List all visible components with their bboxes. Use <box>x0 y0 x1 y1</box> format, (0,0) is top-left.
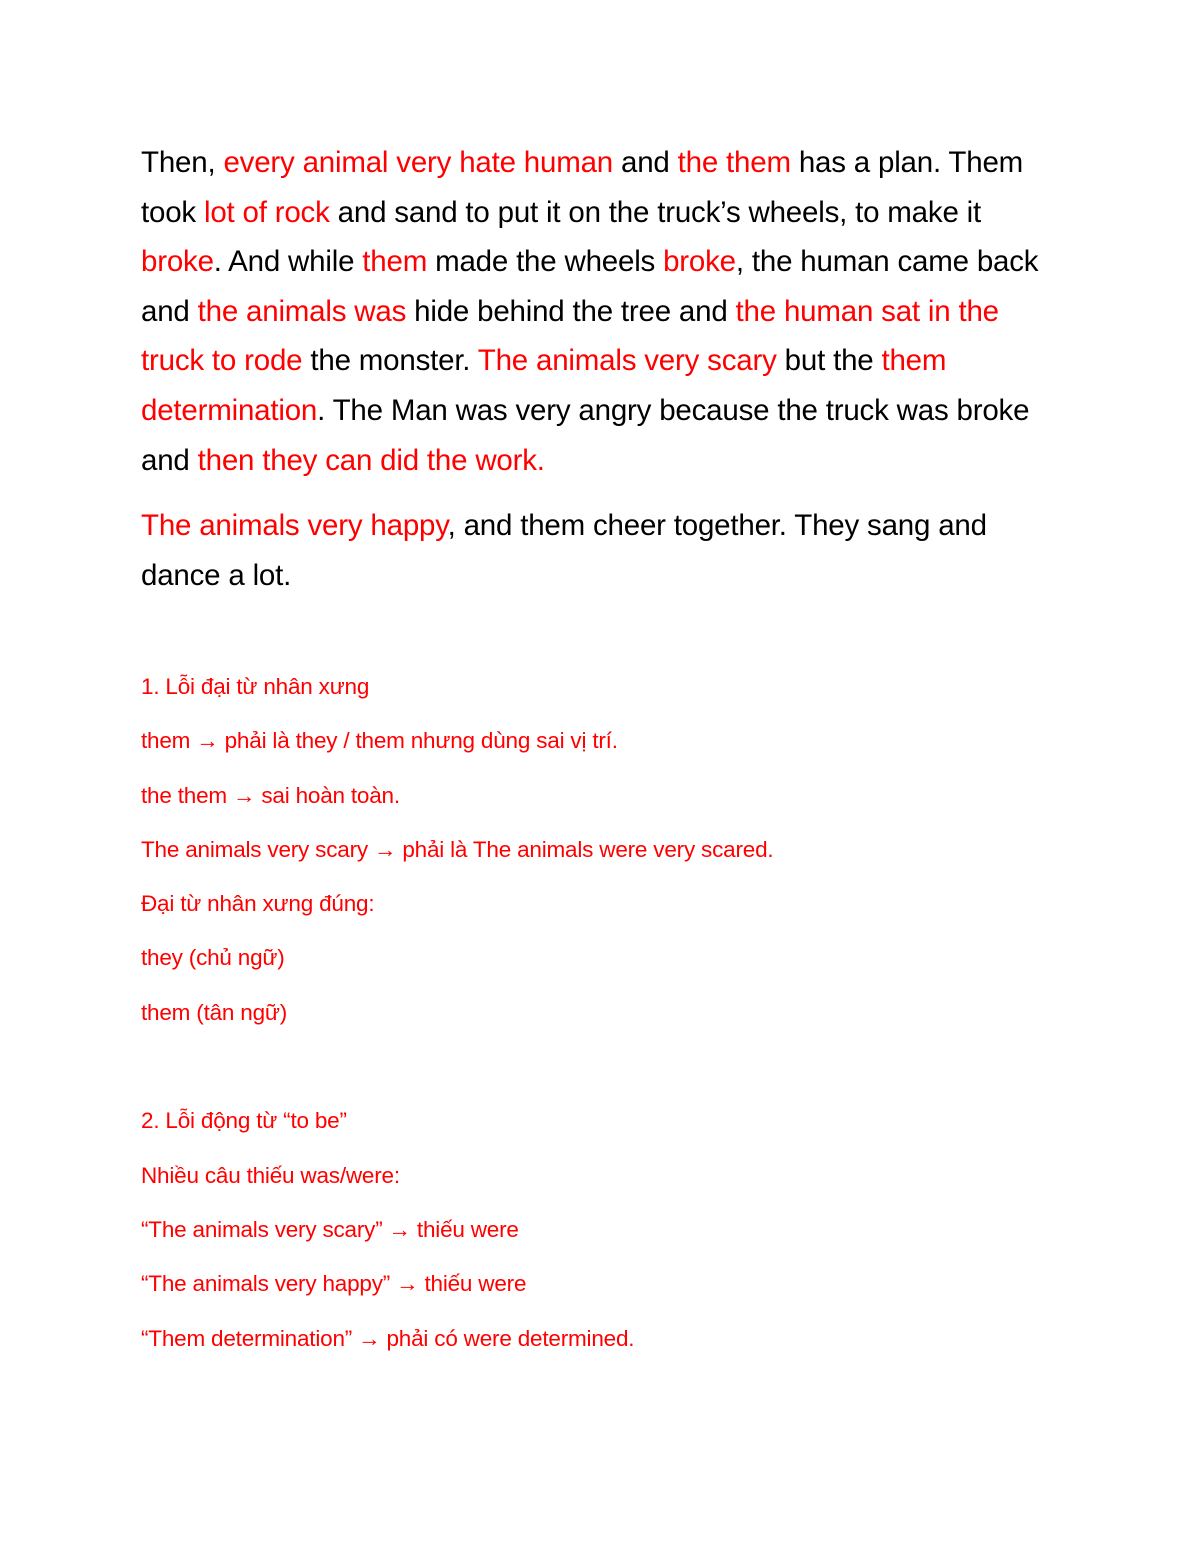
error-segment: lot of rock <box>203 195 330 229</box>
note-line: them (tân ngữ) <box>141 999 288 1025</box>
note-line: The animals very scary → phải là The animals were very scared. <box>141 836 774 862</box>
story-text <box>141 138 1041 600</box>
text-segment: the monster. <box>302 344 478 378</box>
error-segment: every animal very hate human <box>223 146 614 179</box>
story-paragraph-2 <box>141 501 1041 600</box>
note-line: “The animals very happy” → thiếu were <box>141 1271 527 1297</box>
text-segment: , and them cheer together. They sang and dance a lot. <box>141 509 987 592</box>
error-segment: broke <box>663 245 736 279</box>
text-segment: but the <box>776 344 882 378</box>
error-segment: the animals was <box>197 294 407 328</box>
note-line: the them → sai hoàn toàn. <box>141 782 400 808</box>
section-heading-pronoun-errors: 1. Lỗi đại từ nhân xưng <box>141 674 370 699</box>
error-segment: broke <box>141 245 214 279</box>
note-line: Nhiều câu thiếu was/were: <box>141 1162 400 1188</box>
note-line: them → phải là they / them nhưng dùng sai vị trí. <box>141 728 618 754</box>
text-segment: hide behind the tree and <box>406 294 736 328</box>
text-segment: has a plan. Them took <box>141 146 1024 229</box>
error-segment: The animals very scary <box>477 344 777 378</box>
error-segment: then they can did the work. <box>197 443 545 477</box>
blank-line <box>141 1052 1041 1106</box>
correction-notes <box>141 672 1041 1378</box>
error-segment: them <box>362 245 428 279</box>
note-line: “The animals very scary” → thiếu were <box>141 1216 519 1242</box>
story-paragraph-1 <box>141 138 1041 485</box>
error-segment: The animals very happy <box>141 509 448 543</box>
note-line: “Them determination” → phải có were determined. <box>141 1325 635 1351</box>
error-segment: them determination <box>141 344 947 427</box>
text-segment: , the human came back and <box>141 245 1039 328</box>
note-line: they (chủ ngữ) <box>141 945 285 971</box>
section-heading-to-be-errors: 2. Lỗi động từ “to be” <box>141 1108 347 1134</box>
error-segment: the human sat in the truck to rode <box>141 294 999 378</box>
text-segment: made the wheels <box>427 245 664 279</box>
text-segment: . The Man was very angry because the truck was broke and <box>141 393 1030 477</box>
error-segment: the them <box>677 146 791 179</box>
note-line: Đại từ nhân xưng đúng: <box>141 891 375 917</box>
text-segment: Then, <box>141 146 224 179</box>
text-segment: . And while <box>213 245 363 279</box>
text-segment: and sand to put it on the truck’s wheels, to make it <box>329 195 981 229</box>
text-segment: and <box>613 146 678 179</box>
